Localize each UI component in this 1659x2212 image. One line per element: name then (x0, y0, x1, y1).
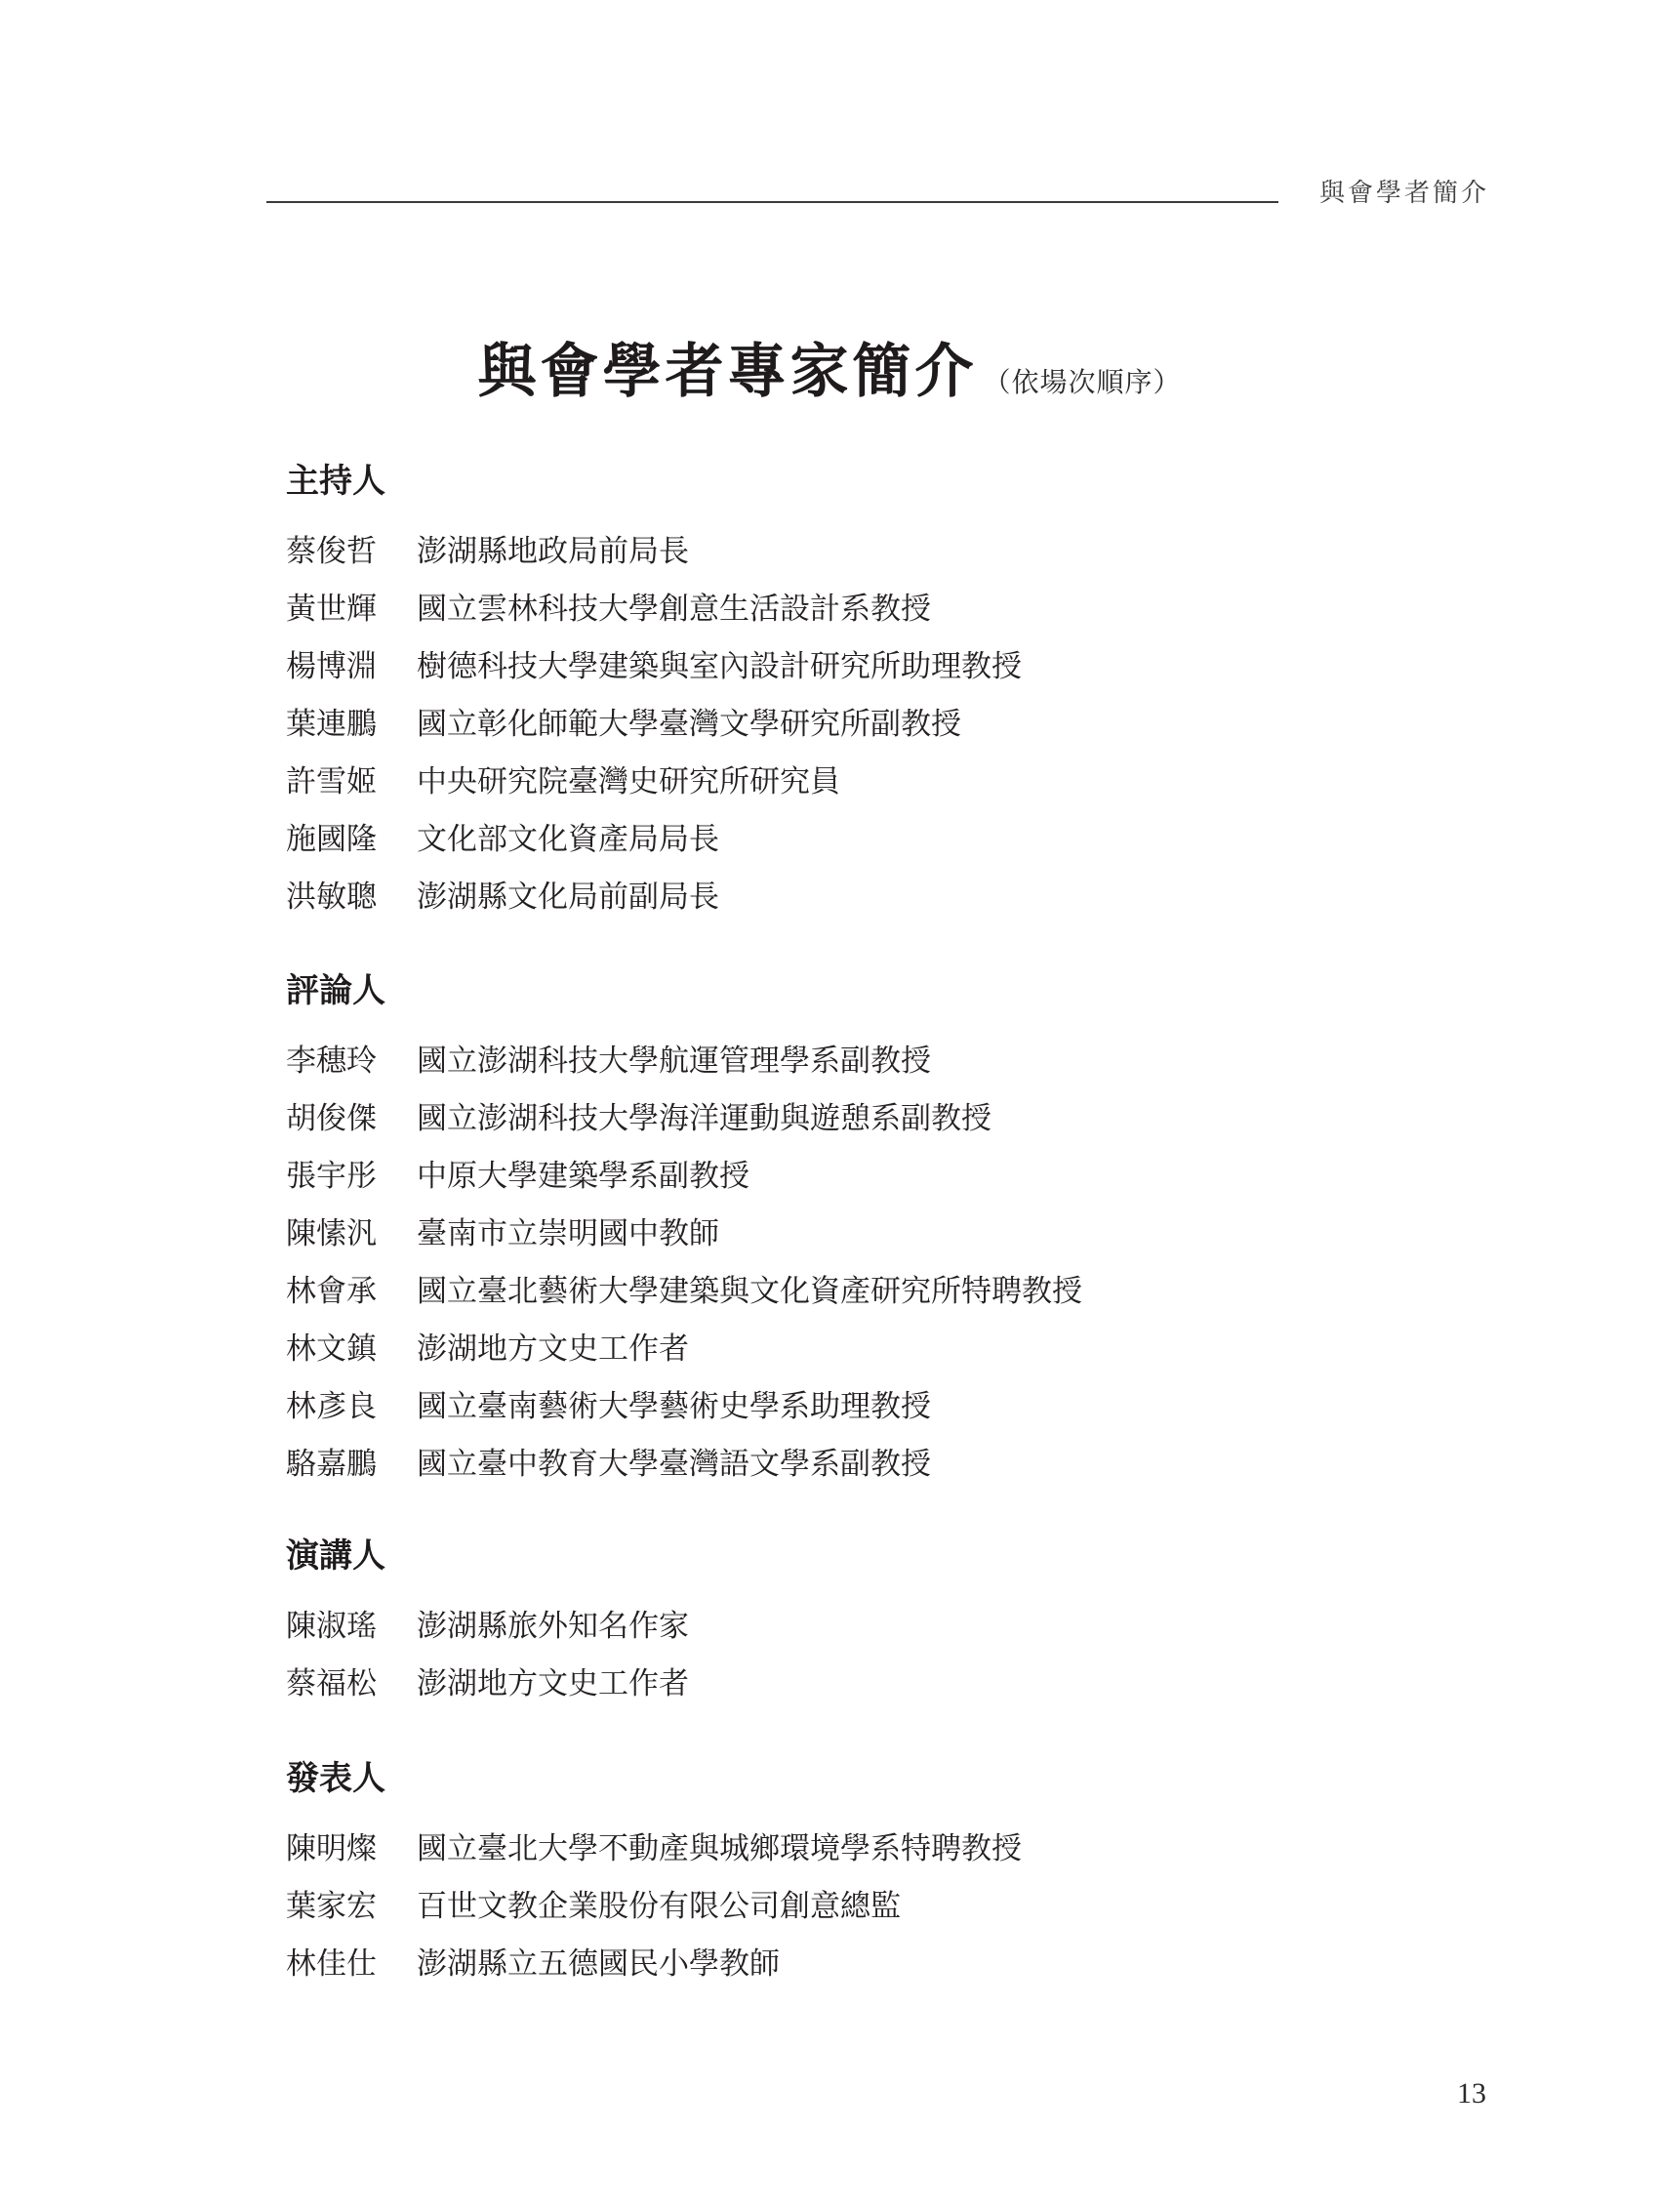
person-title: 中原大學建築學系副教授 (417, 1159, 749, 1194)
person-title: 澎湖縣地政局前局長 (417, 534, 689, 569)
list-item (286, 532, 1022, 590)
title-note: （依場次順序） (983, 366, 1182, 398)
section-speakers (286, 1535, 689, 1722)
person-title: 中央研究院臺灣史研究所研究員 (417, 764, 840, 799)
person-title: 國立臺北大學不動產與城鄉環境學系特聘教授 (417, 1831, 1022, 1866)
person-name: 蔡俊哲 (286, 534, 377, 569)
section-heading: 發表人 (286, 1759, 385, 1798)
person-name: 蔡福松 (286, 1666, 377, 1701)
person-title: 文化部文化資產局局長 (417, 822, 719, 857)
list-item (286, 705, 1022, 762)
person-name: 駱嘉鵬 (286, 1447, 377, 1482)
list-item (286, 1664, 689, 1722)
person-title: 百世文教企業股份有限公司創意總監 (417, 1889, 901, 1924)
list-item (286, 647, 1022, 705)
person-title: 國立澎湖科技大學海洋運動與遊憩系副教授 (417, 1101, 991, 1136)
list-item (286, 820, 1022, 878)
list-item (286, 878, 1022, 935)
list-item (286, 1607, 689, 1664)
list-item (286, 1330, 1082, 1387)
list-item (286, 1887, 1022, 1945)
person-title: 國立臺中教育大學臺灣語文學系副教授 (417, 1447, 931, 1482)
person-name: 林彥良 (286, 1389, 377, 1424)
section-commentators (286, 969, 1082, 1502)
person-title: 澎湖縣旅外知名作家 (417, 1609, 689, 1644)
person-name: 李穗玲 (286, 1044, 377, 1079)
person-name: 葉連鵬 (286, 707, 377, 742)
person-name: 許雪姬 (286, 764, 377, 799)
person-title: 澎湖縣文化局前副局長 (417, 880, 719, 915)
person-title: 樹德科技大學建築與室內設計研究所助理教授 (417, 649, 1022, 684)
list-item (286, 1445, 1082, 1502)
title-main: 與會學者專家簡介 (477, 338, 978, 406)
header-rule (266, 201, 1278, 203)
person-name: 葉家宏 (286, 1889, 377, 1924)
person-name: 楊博淵 (286, 649, 377, 684)
page-number: 13 (1457, 2077, 1486, 2110)
person-name: 施國隆 (286, 822, 377, 857)
person-name: 林文鎮 (286, 1331, 377, 1367)
list-item (286, 1829, 1022, 1887)
person-name: 陳淑瑤 (286, 1609, 377, 1644)
person-name: 林會承 (286, 1274, 377, 1309)
person-title: 國立澎湖科技大學航運管理學系副教授 (417, 1044, 931, 1079)
person-name: 黃世輝 (286, 592, 377, 627)
person-title: 國立臺南藝術大學藝術史學系助理教授 (417, 1389, 931, 1424)
list-item (286, 1157, 1082, 1214)
person-name: 陳明燦 (286, 1831, 377, 1866)
running-header: 與會學者簡介 (1319, 179, 1490, 208)
list-item (286, 1214, 1082, 1272)
list-item (286, 762, 1022, 820)
page-title (0, 325, 1659, 409)
list-item (286, 1099, 1082, 1157)
person-name: 林佳仕 (286, 1946, 377, 1982)
person-name: 陳愫汎 (286, 1216, 377, 1251)
person-title: 國立臺北藝術大學建築與文化資產研究所特聘教授 (417, 1274, 1082, 1309)
section-heading: 主持人 (286, 462, 385, 501)
person-title: 臺南市立崇明國中教師 (417, 1216, 719, 1251)
section-heading: 演講人 (286, 1536, 385, 1576)
person-title: 澎湖地方文史工作者 (417, 1666, 689, 1701)
section-heading: 評論人 (286, 971, 385, 1010)
person-title: 國立彰化師範大學臺灣文學研究所副教授 (417, 707, 961, 742)
list-item (286, 1042, 1082, 1099)
person-name: 洪敏聰 (286, 880, 377, 915)
section-presenters (286, 1757, 1022, 2002)
list-item (286, 1387, 1082, 1445)
list-item (286, 1945, 1022, 2002)
section-moderators (286, 460, 1022, 935)
person-title: 國立雲林科技大學創意生活設計系教授 (417, 592, 931, 627)
list-item (286, 590, 1022, 647)
person-title: 澎湖縣立五德國民小學教師 (417, 1946, 780, 1982)
list-item (286, 1272, 1082, 1330)
person-name: 胡俊傑 (286, 1101, 377, 1136)
person-name: 張宇彤 (286, 1159, 377, 1194)
person-title: 澎湖地方文史工作者 (417, 1331, 689, 1367)
